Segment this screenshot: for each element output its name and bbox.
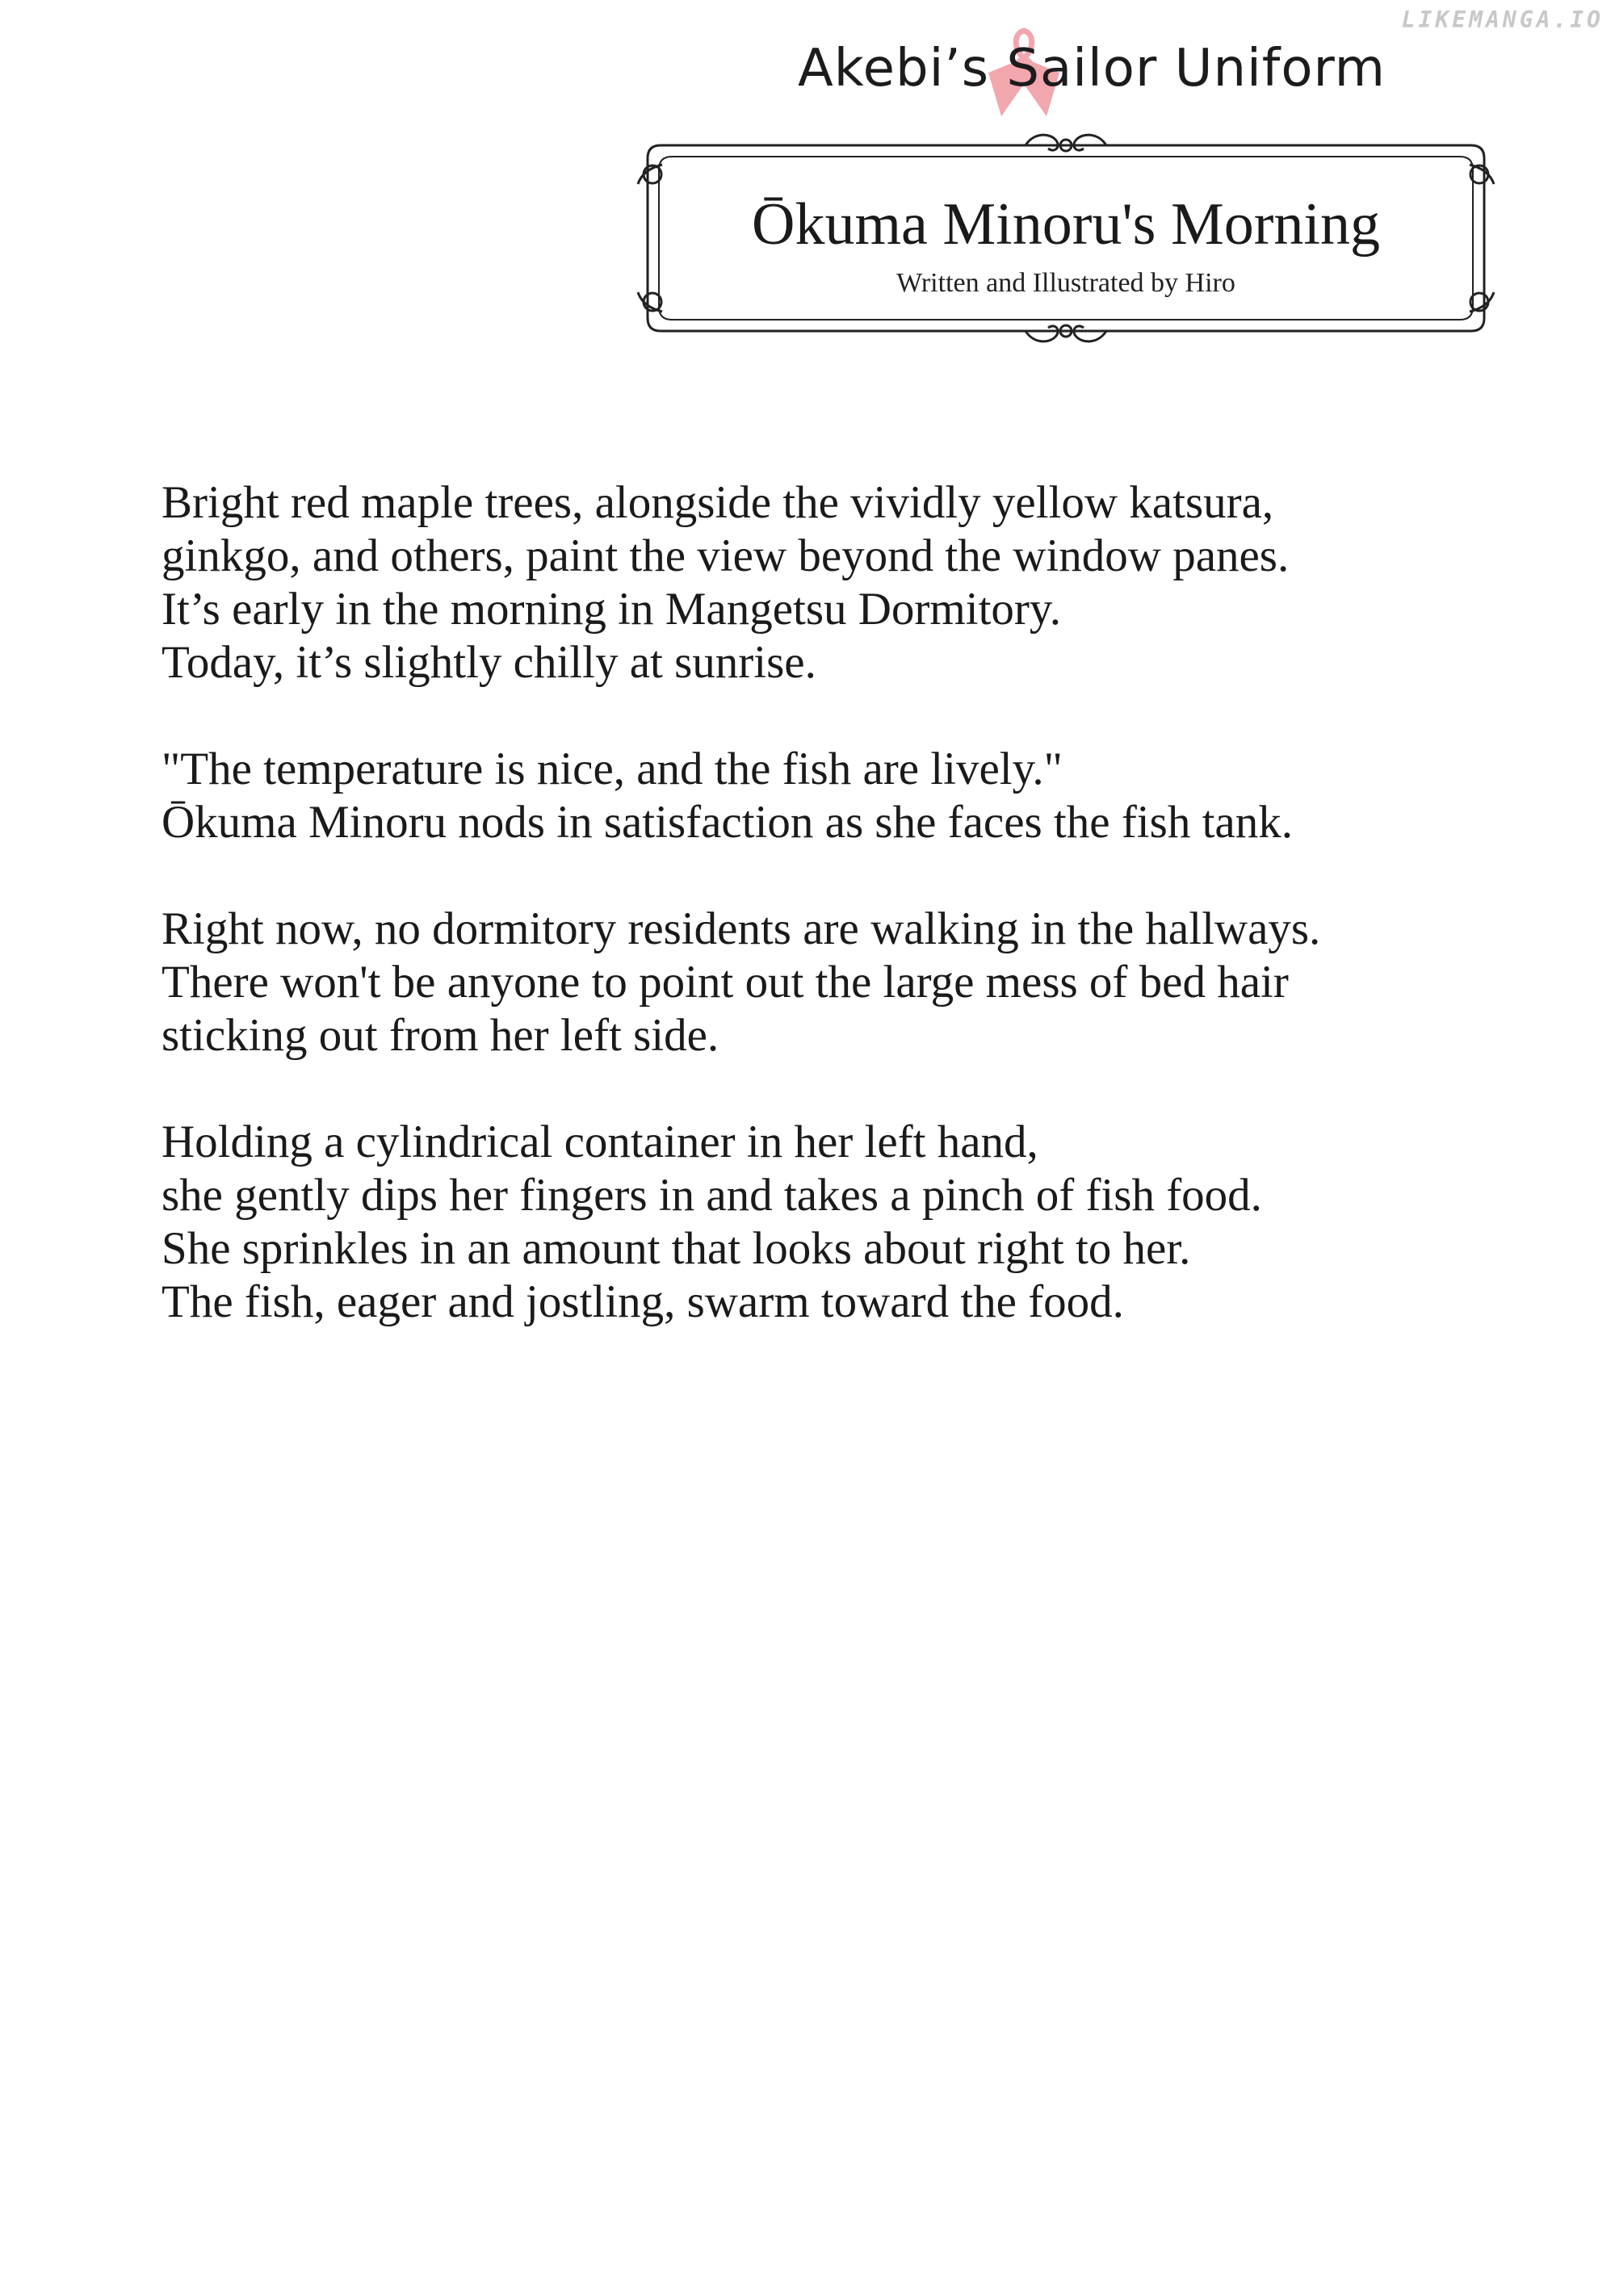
story-line: Today, it’s slightly chilly at sunrise. — [162, 637, 816, 688]
series-title: Akebi’s Sailor Uniform — [798, 39, 1386, 98]
story-line: she gently dips her fingers in and takes a pinch of fish food. — [162, 1170, 1262, 1221]
story-line: sticking out from her left side. — [162, 1010, 719, 1061]
story-line: It’s early in the morning in Mangetsu Dormitory. — [162, 584, 1061, 635]
chapter-title-frame — [630, 129, 1502, 347]
series-header — [775, 26, 1389, 139]
story-line: Bright red maple trees, alongside the vividly yellow katsura, — [162, 477, 1274, 528]
story-paragraph — [162, 476, 1534, 689]
story-line: Holding a cylindrical container in her left hand, — [162, 1117, 1038, 1167]
story-text — [162, 476, 1534, 1382]
story-line: The fish, eager and jostling, swarm toward the food. — [162, 1276, 1124, 1327]
story-line: There won't be anyone to point out the large mess of bed hair — [162, 957, 1289, 1008]
story-line: She sprinkles in an amount that looks about right to her. — [162, 1223, 1191, 1274]
story-line: Right now, no dormitory residents are walking in the hallways. — [162, 903, 1321, 954]
story-line: "The temperature is nice, and the fish are lively." — [162, 744, 1063, 794]
chapter-title: Ōkuma Minoru's Morning — [752, 191, 1380, 258]
story-paragraph — [162, 903, 1534, 1062]
site-watermark: LIKEMANGA.IO — [1401, 6, 1604, 33]
author-byline: Written and Illustrated by Hiro — [896, 268, 1235, 298]
story-paragraph — [162, 743, 1534, 849]
story-line: Ōkuma Minoru nods in satisfaction as she faces the fish tank. — [162, 797, 1293, 848]
story-line: ginkgo, and others, paint the view beyond the window panes. — [162, 530, 1290, 581]
story-paragraph — [162, 1116, 1534, 1329]
